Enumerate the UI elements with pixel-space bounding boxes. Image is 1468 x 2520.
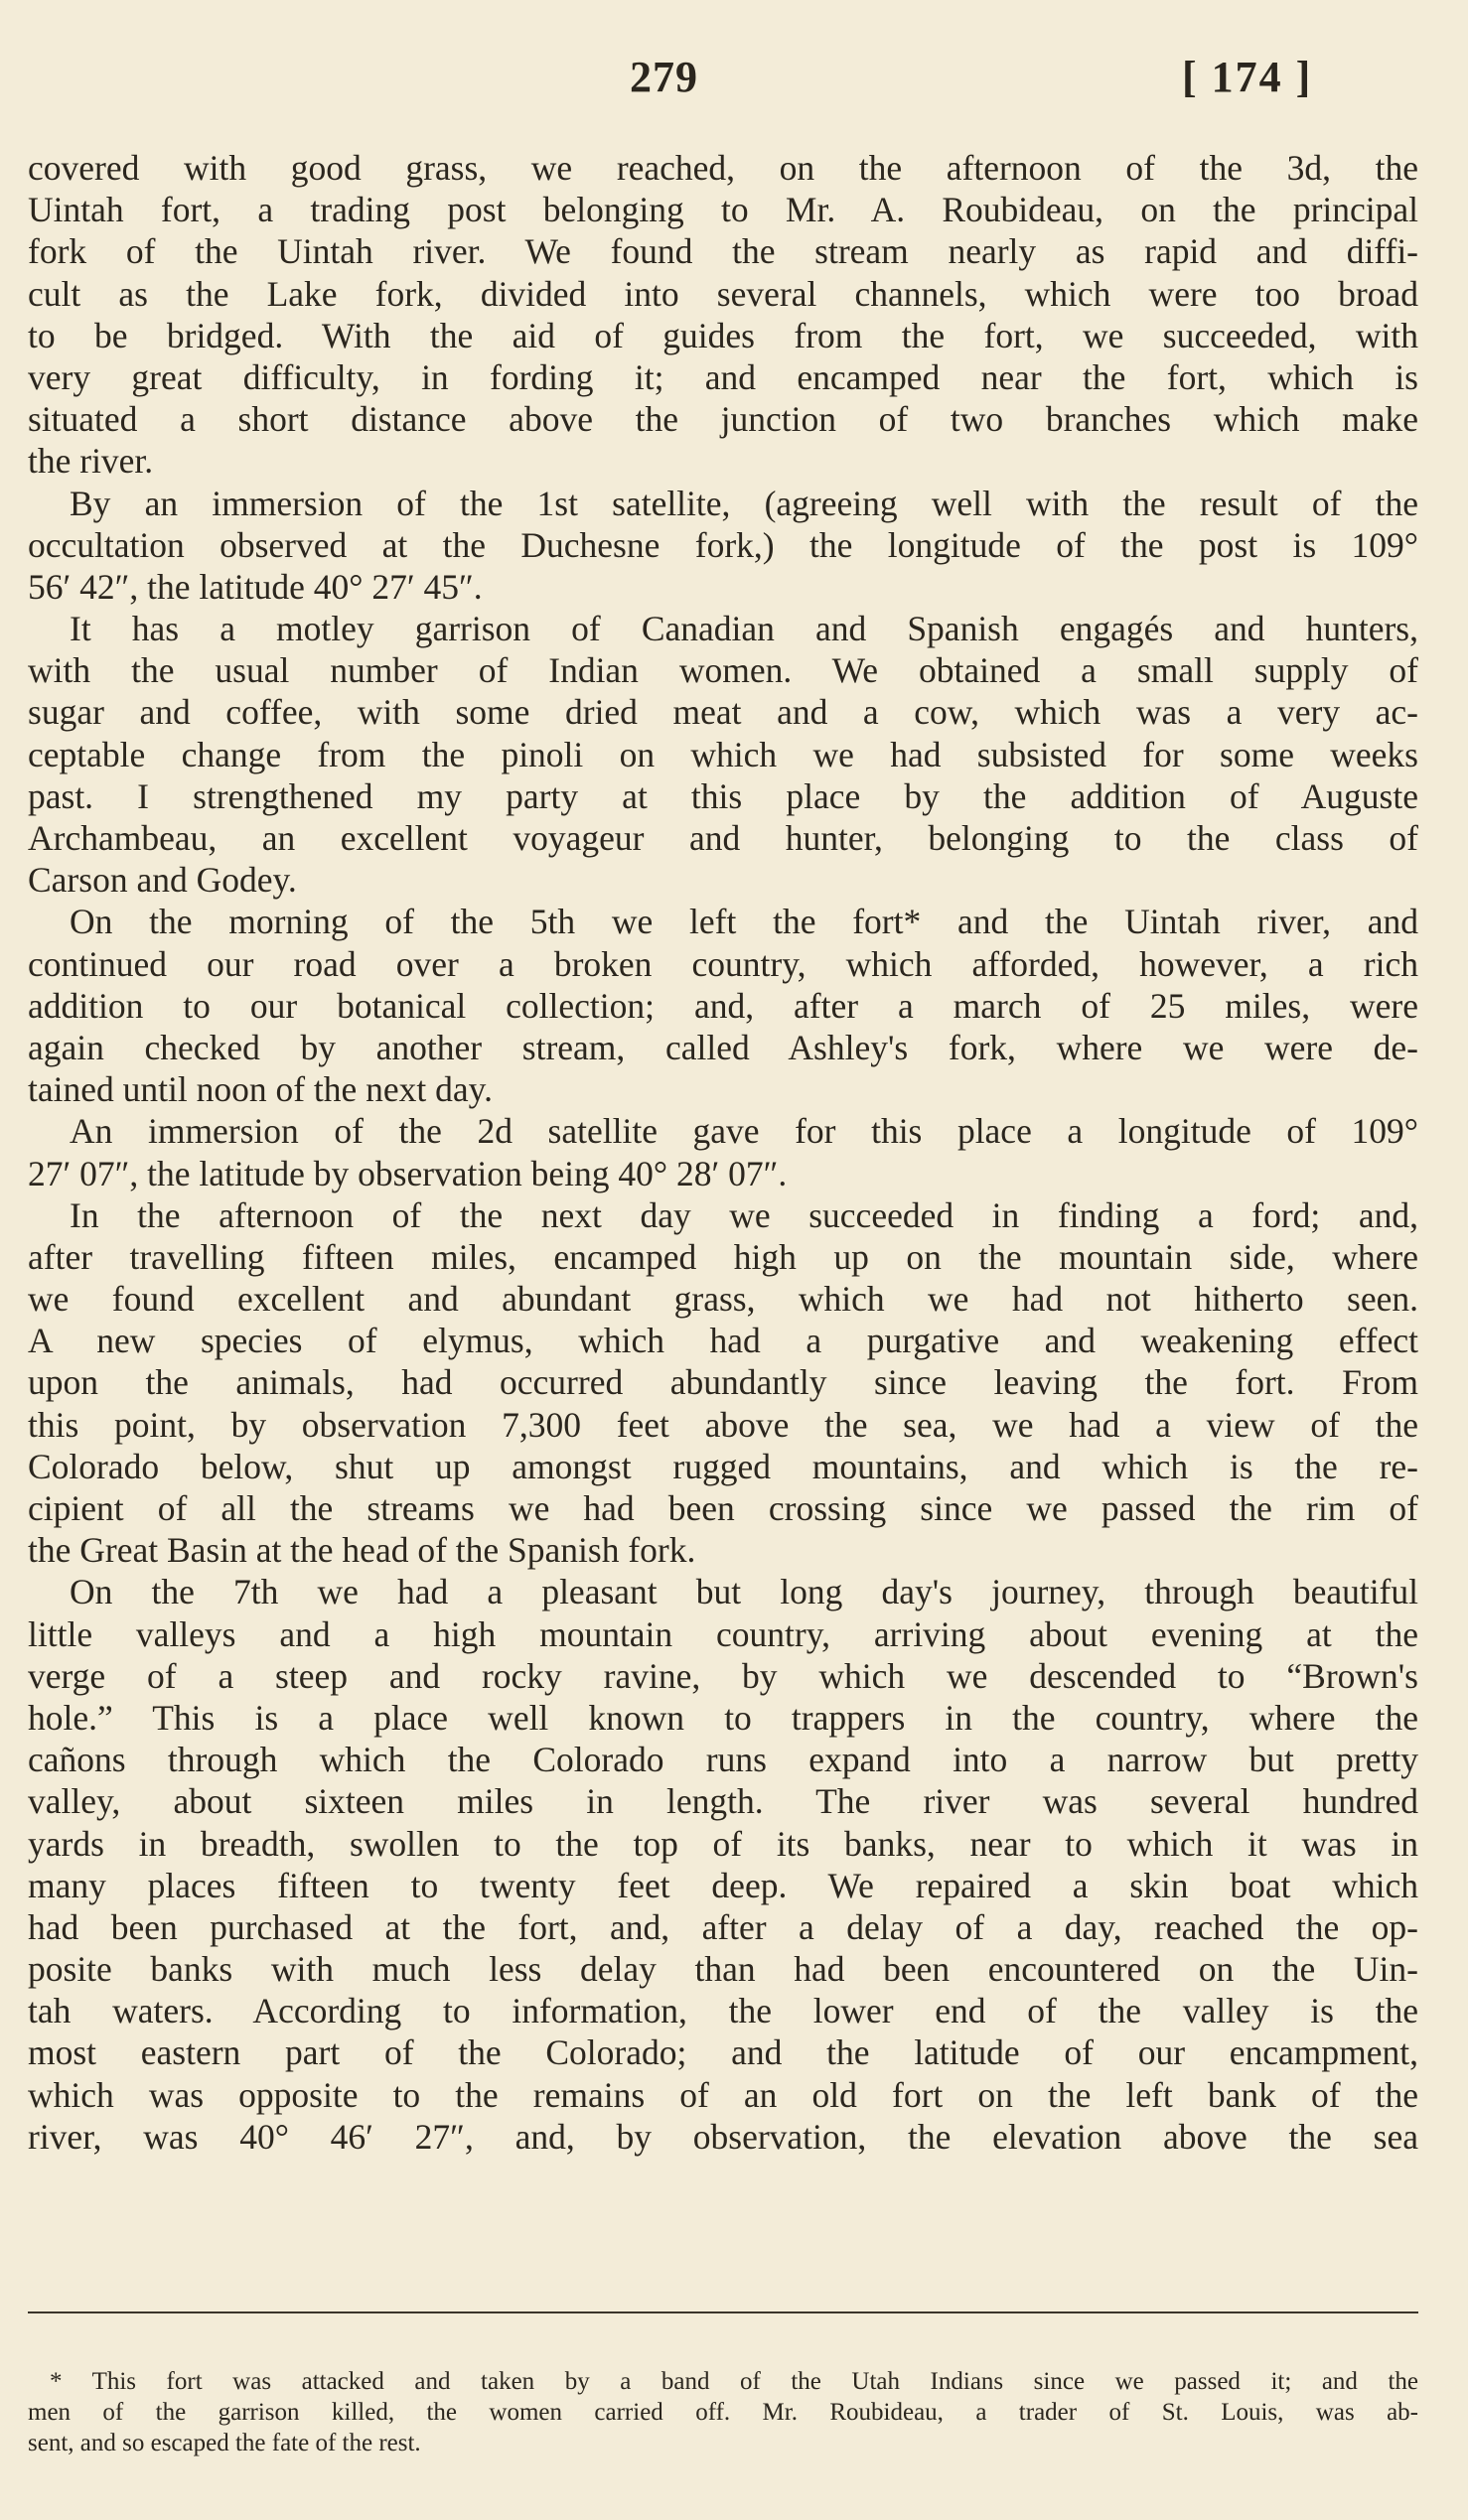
text-line: river, was 40° 46′ 27″, and, by observation, the elevation above the sea [28, 2116, 1418, 2157]
text-line: verge of a steep and rocky ravine, by which we descended to “Brown's [28, 1655, 1418, 1696]
text-line: had been purchased at the fort, and, after a delay of a day, reached the op- [28, 1906, 1418, 1947]
text-line: cañons through which the Colorado runs expand into a narrow but pretty [28, 1740, 1418, 1780]
text-line: past. I strengthened my party at this place by the addition of Auguste [28, 775, 1418, 816]
text-line: hole.” This is a place well known to trappers in the country, where the [28, 1697, 1418, 1738]
text-line: An immersion of the 2d satellite gave for this place a longitude of 109° [70, 1111, 1418, 1152]
footnote-line: sent, and so escaped the fate of the rest. [28, 2430, 421, 2456]
footnote [28, 2366, 1418, 2458]
footnote-line: men of the garrison killed, the women carried off. Mr. Roubideau, a trader of St. Louis, was ab- [28, 2399, 1418, 2426]
text-line: A new species of elymus, which had a purgative and weakening effect [28, 1321, 1418, 1361]
text-line: continued our road over a broken country, which afforded, however, a rich [28, 943, 1418, 984]
text-line: sugar and coffee, with some dried meat and a cow, which was a very ac- [28, 692, 1418, 733]
document-number: [ 174 ] [1182, 53, 1313, 101]
text-line: cipient of all the streams we had been crossing since we passed the rim of [28, 1488, 1418, 1528]
text-line: It has a motley garrison of Canadian and Spanish engagés and hunters, [70, 609, 1418, 649]
text-line: Uintah fort, a trading post belonging to Mr. A. Roubideau, on the principal [28, 190, 1418, 230]
text-line: the Great Basin at the head of the Spanish fork. [28, 1530, 696, 1571]
text-line: situated a short distance above the junction of two branches which make [28, 399, 1418, 440]
text-line: yards in breadth, swollen to the top of its banks, near to which it was in [28, 1823, 1418, 1864]
text-line: to be bridged. With the aid of guides from the fort, we succeeded, with [28, 315, 1418, 355]
footnote-divider [28, 2311, 1418, 2313]
text-line: occultation observed at the Duchesne fork,) the longitude of the post is 109° [28, 524, 1418, 565]
text-line: 56′ 42″, the latitude 40° 27′ 45″. [28, 566, 483, 607]
text-line: most eastern part of the Colorado; and the latitude of our encampment, [28, 2032, 1418, 2073]
text-line: which was opposite to the remains of an old fort on the left bank of the [28, 2074, 1418, 2115]
text-line: On the morning of the 5th we left the fort* and the Uintah river, and [70, 902, 1418, 942]
text-line: fork of the Uintah river. We found the stream nearly as rapid and diffi- [28, 231, 1418, 272]
text-line: tained until noon of the next day. [28, 1069, 493, 1110]
text-line: cult as the Lake fork, divided into several channels, which were too broad [28, 273, 1418, 314]
text-line: again checked by another stream, called Ashley's fork, where we were de- [28, 1027, 1418, 1067]
text-line: with the usual number of Indian women. We obtained a small supply of [28, 650, 1418, 691]
text-line: addition to our botanical collection; and, after a march of 25 miles, were [28, 985, 1418, 1026]
footnote-line: * This fort was attacked and taken by a band of the Utah Indians since we passed it; and the [50, 2368, 1418, 2395]
text-line: valley, about sixteen miles in length. The river was several hundred [28, 1781, 1418, 1822]
text-line: this point, by observation 7,300 feet above the sea, we had a view of the [28, 1404, 1418, 1445]
text-line: we found excellent and abundant grass, which we had not hitherto seen. [28, 1279, 1418, 1320]
text-line: ceptable change from the pinoli on which we had subsisted for some weeks [28, 734, 1418, 774]
text-line: the river. [28, 441, 154, 482]
text-line: upon the animals, had occurred abundantly since leaving the fort. From [28, 1362, 1418, 1403]
text-line: posite banks with much less delay than had been encountered on the Uin- [28, 1949, 1418, 1990]
text-line: In the afternoon of the next day we succeeded in finding a ford; and, [70, 1194, 1418, 1235]
body-text [28, 147, 1418, 2158]
text-line: On the 7th we had a pleasant but long day's journey, through beautiful [70, 1572, 1418, 1612]
text-line: Carson and Godey. [28, 860, 297, 901]
text-line: very great difficulty, in fording it; and encamped near the fort, which is [28, 356, 1418, 397]
text-line: By an immersion of the 1st satellite, (agreeing well with the result of the [70, 483, 1418, 523]
text-line: tah waters. According to information, the lower end of the valley is the [28, 1991, 1418, 2031]
text-line: many places fifteen to twenty feet deep. We repaired a skin boat which [28, 1865, 1418, 1905]
text-line: covered with good grass, we reached, on the afternoon of the 3d, the [28, 148, 1418, 188]
text-line: little valleys and a high mountain country, arriving about evening at the [28, 1613, 1418, 1654]
page-number: 279 [630, 53, 698, 101]
page-header [0, 52, 1468, 111]
text-line: after travelling fifteen miles, encamped high up on the mountain side, where [28, 1236, 1418, 1277]
text-line: Archambeau, an excellent voyageur and hunter, belonging to the class of [28, 818, 1418, 858]
text-line: 27′ 07″, the latitude by observation being 40° 28′ 07″. [28, 1153, 788, 1193]
text-line: Colorado below, shut up amongst rugged mountains, and which is the re- [28, 1446, 1418, 1486]
